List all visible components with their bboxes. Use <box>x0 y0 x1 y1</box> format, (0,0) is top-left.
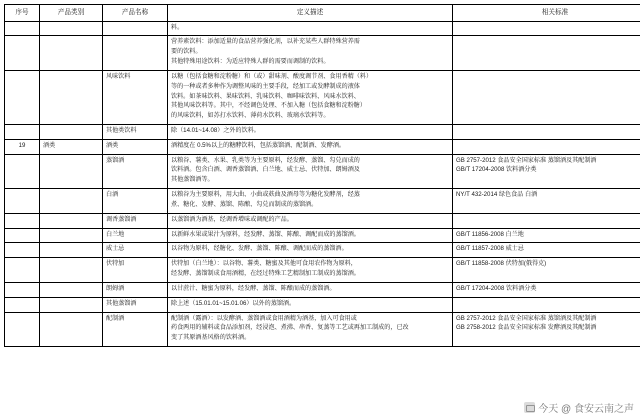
col-header-std: 相关标准 <box>453 5 640 22</box>
definition-line: 以蒸馏酒为酒基，经调香增味或调配的产品。 <box>171 216 449 225</box>
table-header-row <box>5 5 640 22</box>
table-row <box>5 36 640 70</box>
table-row <box>5 258 640 283</box>
cell-definition <box>168 258 453 283</box>
standard-line: GB 2757-2012 食品安全国家标准 蒸馏酒及其配制酒 <box>456 315 640 324</box>
table-row <box>5 70 640 124</box>
cell-standard <box>453 154 640 188</box>
cell-definition <box>168 213 453 228</box>
cell-standard <box>453 258 640 283</box>
col-header-category: 产品类别 <box>40 5 103 22</box>
cell-product-name: 朗姆酒 <box>103 282 168 297</box>
cell-standard <box>453 243 640 258</box>
standard-line: GB/T 17204-2008 饮料酒分类 <box>456 285 640 294</box>
cell-definition <box>168 70 453 124</box>
cell-definition <box>168 228 453 243</box>
cell-category <box>40 312 103 346</box>
standard-line: GB 2758-2012 食品安全国家标准 发酵酒及其配制酒 <box>456 324 640 333</box>
table-row <box>5 189 640 214</box>
definition-line: 以糖（包括食糖和淀粉糖）和（或）甜味剂、酸度调节剂、食用香精（料） <box>171 73 449 82</box>
product-category-table <box>4 4 640 347</box>
cell-definition <box>168 21 453 36</box>
table-row <box>5 21 640 36</box>
cell-seq <box>5 243 40 258</box>
table-row <box>5 282 640 297</box>
definition-line: 伏特加（白兰地）：以谷物、薯类、糖蜜及其他可食用农作物为原料， <box>171 260 449 269</box>
standard-line: GB 2757-2012 食品安全国家标准 蒸馏酒及其配制酒 <box>456 157 640 166</box>
definition-line: 除（14.01~14.08）之外的饮料。 <box>171 127 449 136</box>
definition-line: 以粮谷为主要原料，用大曲、小曲或麸曲及酒母等为糖化发酵剂，经蒸 <box>171 191 449 200</box>
cell-standard <box>453 21 640 36</box>
cell-product-name: 伏特加 <box>103 258 168 283</box>
cell-category <box>40 243 103 258</box>
cell-seq <box>5 213 40 228</box>
cell-definition <box>168 282 453 297</box>
cell-definition <box>168 139 453 154</box>
cell-product-name <box>103 21 168 36</box>
cell-standard <box>453 70 640 124</box>
cell-standard <box>453 213 640 228</box>
cell-standard <box>453 297 640 312</box>
cell-product-name: 其他蒸馏酒 <box>103 297 168 312</box>
definition-line: 料。 <box>171 24 449 33</box>
col-header-seq: 序号 <box>5 5 40 22</box>
definition-line: 除上述（15.01.01~15.01.06）以外的蒸馏酒。 <box>171 300 449 309</box>
cell-product-name: 白兰地 <box>103 228 168 243</box>
standard-line: GB/T 17204-2008 饮料酒分类 <box>456 166 640 175</box>
cell-standard <box>453 139 640 154</box>
definition-line: 其他风味饮料等。其中，不经调色处理、不加入糖（包括食糖和淀粉糖） <box>171 102 449 111</box>
cell-standard <box>453 282 640 297</box>
definition-line: 以新鲜水果或果汁为原料，经发酵、蒸馏、陈酿、调配而成的蒸馏酒。 <box>171 231 449 240</box>
table-body <box>5 21 640 347</box>
cell-product-name: 酒类 <box>103 139 168 154</box>
cell-definition <box>168 125 453 140</box>
cell-definition <box>168 297 453 312</box>
cell-category <box>40 36 103 70</box>
cell-seq <box>5 189 40 214</box>
definition-line: 酒精度在 0.5%以上的糖酵饮料，包括蒸馏酒、配制酒、发酵酒。 <box>171 142 449 151</box>
definition-line: 要的饮料。 <box>171 48 449 57</box>
table-row <box>5 312 640 346</box>
cell-standard <box>453 312 640 346</box>
cell-category <box>40 21 103 36</box>
cell-category <box>40 154 103 188</box>
cell-seq <box>5 154 40 188</box>
definition-line: 的风味饮料，如苏打水饮料、薄荷水饮料、玻璃水饮料等。 <box>171 112 449 121</box>
definition-line: 药食两用的辅料或食品添加剂，经浸泡、煮沸、串香、复蒸等工艺或再加工制成的，已改 <box>171 324 449 333</box>
cell-category <box>40 70 103 124</box>
camera-icon <box>524 402 535 413</box>
definition-line: 配制酒（露酒）：以发酵酒、蒸馏酒或食用酒精为酒基，加入可食用或 <box>171 315 449 324</box>
table-row <box>5 243 640 258</box>
standard-line: GB/T 11856-2008 白兰地 <box>456 231 640 240</box>
cell-definition <box>168 154 453 188</box>
cell-seq <box>5 312 40 346</box>
watermark-text: 今天 @ 食安云南之声 <box>538 400 634 415</box>
definition-line: 煮、糖化、发酵、蒸馏、陈酿、勾兑而制成的蒸馏酒。 <box>171 201 449 210</box>
cell-seq <box>5 297 40 312</box>
definition-line: 饮料酒。包含白酒、调香蒸馏酒、白兰地、威士忌、伏特加、朗姆酒及 <box>171 166 449 175</box>
cell-category <box>40 297 103 312</box>
cell-seq <box>5 125 40 140</box>
definition-line: 变了其原酒基风格的饮料酒。 <box>171 334 449 343</box>
cell-standard <box>453 36 640 70</box>
table-row <box>5 154 640 188</box>
cell-seq <box>5 70 40 124</box>
cell-product-name: 配制酒 <box>103 312 168 346</box>
cell-category <box>40 282 103 297</box>
cell-seq: 19 <box>5 139 40 154</box>
cell-definition <box>168 243 453 258</box>
col-header-desc: 定义描述 <box>168 5 453 22</box>
table-row <box>5 125 640 140</box>
cell-category: 酒类 <box>40 139 103 154</box>
definition-line: 其他特殊用途饮料：为适应特殊人群的需要而调制的饮料。 <box>171 58 449 67</box>
definition-line: 以甘蔗汁、糖蜜为原料，经发酵、蒸馏、陈酿而成的蒸馏酒。 <box>171 285 449 294</box>
cell-product-name: 风味饮料 <box>103 70 168 124</box>
definition-line: 其他蒸馏酒等。 <box>171 176 449 185</box>
cell-category <box>40 228 103 243</box>
definition-line: 经发酵、蒸馏制成食用酒精，在经过特殊工艺精制加工制成的蒸馏酒。 <box>171 270 449 279</box>
cell-product-name: 蒸馏酒 <box>103 154 168 188</box>
cell-standard <box>453 125 640 140</box>
cell-seq <box>5 228 40 243</box>
table-row <box>5 297 640 312</box>
table-row <box>5 213 640 228</box>
table-row <box>5 139 640 154</box>
standard-line: GB/T 11857-2008 威士忌 <box>456 245 640 254</box>
cell-seq <box>5 282 40 297</box>
cell-seq <box>5 36 40 70</box>
definition-line: 以粮谷、薯类、水果、乳类等为主要原料，经发酵、蒸馏、勾兑而成的 <box>171 157 449 166</box>
definition-line: 营养素饮料：添加适量的食品营养强化剂，以补充某些人群特殊营养需 <box>171 38 449 47</box>
cell-product-name <box>103 36 168 70</box>
definition-line: 饮料。如茶味饮料、果味饮料、乳味饮料、咖啡味饮料、风味水饮料、 <box>171 93 449 102</box>
cell-product-name: 调香蒸馏酒 <box>103 213 168 228</box>
standard-line: NY/T 432-2014 绿色食品 白酒 <box>456 191 640 200</box>
cell-category <box>40 213 103 228</box>
table-row <box>5 228 640 243</box>
cell-category <box>40 125 103 140</box>
cell-category <box>40 189 103 214</box>
cell-product-name: 其他类饮料 <box>103 125 168 140</box>
definition-line: 以谷物为原料，经糖化、发酵、蒸馏、陈酿、调配而成的蒸馏酒。 <box>171 245 449 254</box>
cell-seq <box>5 258 40 283</box>
document-page <box>0 4 640 419</box>
cell-category <box>40 258 103 283</box>
cell-standard <box>453 189 640 214</box>
cell-seq <box>5 21 40 36</box>
cell-definition <box>168 189 453 214</box>
cell-standard <box>453 228 640 243</box>
col-header-name: 产品名称 <box>103 5 168 22</box>
cell-product-name: 威士忌 <box>103 243 168 258</box>
standard-line: GB/T 11858-2008 伏特加(俄得克) <box>456 260 640 269</box>
cell-definition <box>168 36 453 70</box>
definition-line: 等的一种或者多种作为调整风味的主要手段，经加工或发酵制成的液体 <box>171 83 449 92</box>
cell-definition <box>168 312 453 346</box>
watermark <box>524 400 634 415</box>
cell-product-name: 白酒 <box>103 189 168 214</box>
